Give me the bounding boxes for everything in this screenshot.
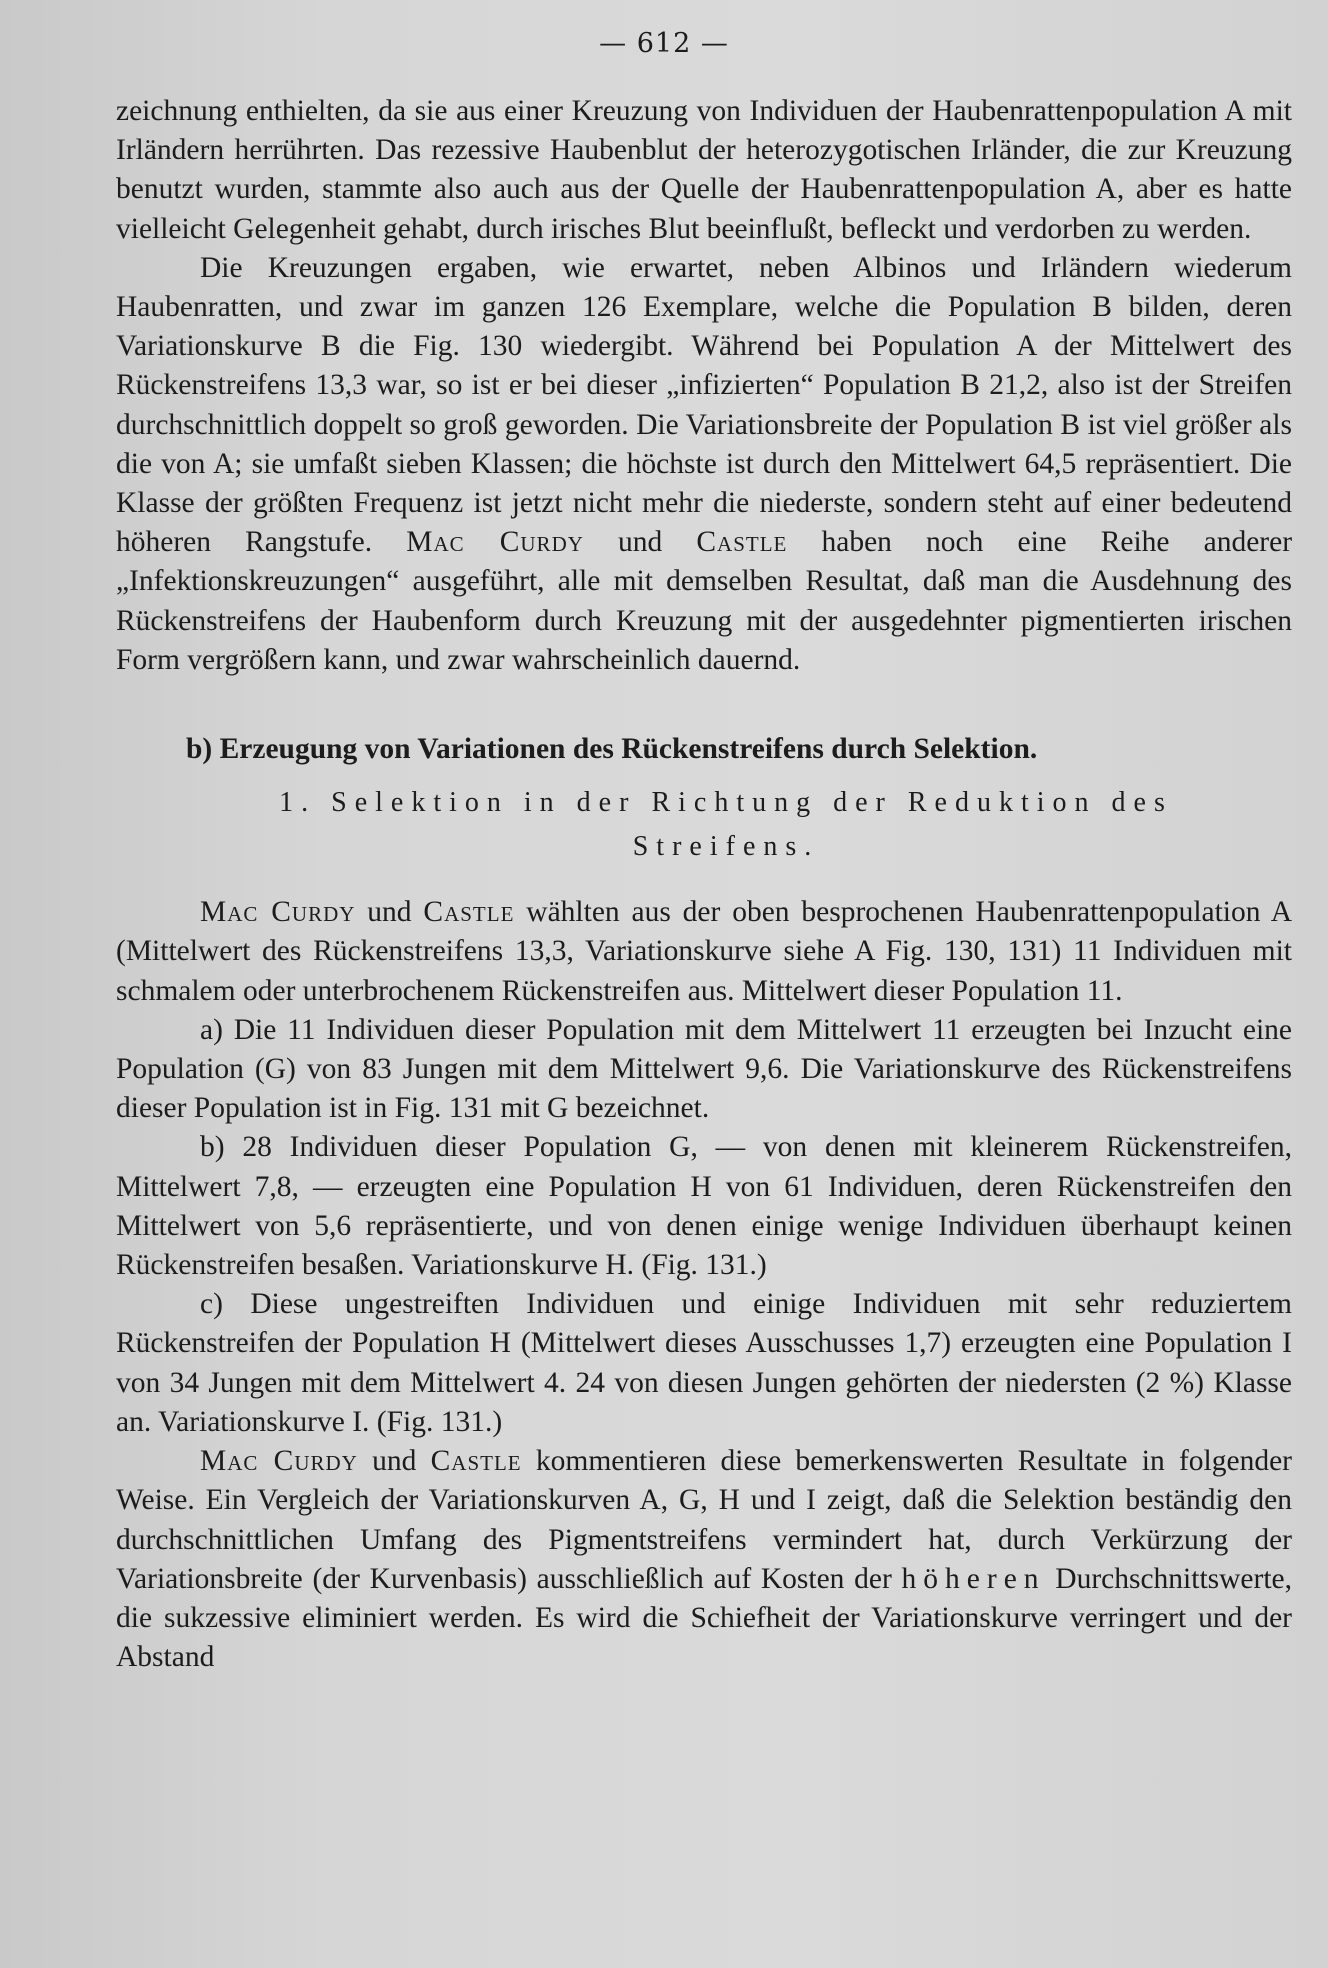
conjunction: und: [618, 526, 663, 559]
paragraph-7: [116, 1442, 1292, 1677]
author-name: Castle: [423, 896, 515, 929]
paragraph-2-end: haben noch eine Reihe anderer „Infektionskreuzungen“ ausgeführt, alle mit demselben Resultat, daß man die Ausdehnung des Rückenstreifens der Haubenform durch Kreuzung mit der ausgedehnter pigmentierten irischen Form vergrößern kann, und zwar wahrscheinlich dauernd.: [116, 526, 1293, 676]
page-number: — 612 —: [599, 28, 729, 59]
section-heading: b) Erzeugung von Variationen des Rückenstreifens durch Selektion.: [186, 733, 1038, 766]
paragraph-3: [116, 893, 1292, 1011]
author-name: Mac Curdy: [200, 1445, 358, 1478]
paragraph-2: [116, 249, 1292, 680]
author-name: Mac Curdy: [200, 896, 356, 929]
paragraph-4: a) Die 11 Individuen dieser Population mit dem Mittelwert 11 erzeugten bei Inzucht eine Population (G) von 83 Jungen mit dem Mittelwert 9,6. Die Variationskurve des Rückenstreifens dieser Population ist in Fig. 131 mit G bezeichnet.: [116, 1013, 1292, 1125]
paragraph-7-text-b: Durchschnittswerte, die sukzessive eliminiert werden. Es wird die Schiefheit der Variationskurve verringert und der Abstand: [116, 1562, 1293, 1674]
paragraph-2-text: Die Kreuzungen ergaben, wie erwartet, neben Albinos und Irländern wiederum Haubenratten, und zwar im ganzen 126 Exemplare, welche die Population B bilden, deren Variationskurve B die Fig. 130 wiedergibt. Während bei Population A der Mittelwert des Rückenstreifens 13,3 war, so ist er bei dieser „infizierten“ Population B 21,2, also ist der Streifen durchschnittlich doppelt so groß geworden. Die Variationsbreite der Population B ist viel größer als die von A; sie umfaßt sieben Klassen; die höchste ist durch den Mittelwert 64,5 repräsentiert. Die Klasse der größten Frequenz ist jetzt nicht mehr die niederste, sondern steht auf einer bedeutend höheren Rangstufe.: [116, 251, 1292, 559]
author-name: Castle: [430, 1445, 522, 1478]
paragraph-7-text-a: kommentieren diese bemerkenswerten Resultate in folgender Weise. Ein Vergleich der Variationskurven A, G, H und I zeigt, daß die Selektion beständig den durchschnittlichen Umfang des Pigmentstreifens vermindert hat, durch Verkürzung der Variationsbreite (der Kurvenbasis) ausschließlich auf Kosten der: [116, 1445, 1293, 1595]
paragraph-1: zeichnung enthielten, da sie aus einer Kreuzung von Individuen der Haubenrattenpopulation A mit Irländern herrührten. Das rezessive Haubenblut der heterozygotischen Irländer, die zur Kreuzung benutzt wurden, stammte also auch aus der Quelle der Haubenrattenpopulation A, aber es hatte vielleicht Gelegenheit gehabt, durch irisches Blut beeinflußt, befleckt und verdorben zu werden.: [116, 95, 1292, 245]
conjunction: und: [372, 1445, 417, 1478]
body-text: [116, 92, 1292, 1677]
paragraph-5: b) 28 Individuen dieser Population G, — von denen mit kleinerem Rückenstreifen, Mittelwert 7,8, — erzeugten eine Population H von 61 Individuen, deren Rückenstreifen den Mittelwert von 5,6 repräsentierte, und von denen einige wenige Individuen überhaupt keinen Rückenstreifen besaßen. Variationskurve H. (Fig. 131.): [116, 1131, 1292, 1282]
paragraph-6: c) Diese ungestreiften Individuen und einige Individuen mit sehr reduziertem Rückenstreifen der Population H (Mittelwert dieses Ausschusses 1,7) erzeugten eine Population I von 34 Jungen mit dem Mittelwert 4. 24 von diesen Jungen gehörten der niedersten (2 %) Klasse an. Variationskurve I. (Fig. 131.): [116, 1288, 1292, 1438]
emphasized-word: höheren: [901, 1562, 1046, 1595]
paragraph-3-text: wählten aus der oben besprochenen Haubenrattenpopulation A (Mittelwert des Rückenstreifens 13,3, Variationskurve siehe A Fig. 130, 131) 11 Individuen mit schmalem oder unterbrochenem Rückenstreifen aus. Mittelwert dieser Population 11.: [116, 896, 1293, 1007]
conjunction: und: [367, 896, 412, 929]
subsection-heading: 1. Selektion in der Richtung der Reduktion des Streifens.: [279, 787, 1173, 863]
author-name: Castle: [696, 526, 788, 559]
author-name: Mac Curdy: [406, 526, 584, 559]
